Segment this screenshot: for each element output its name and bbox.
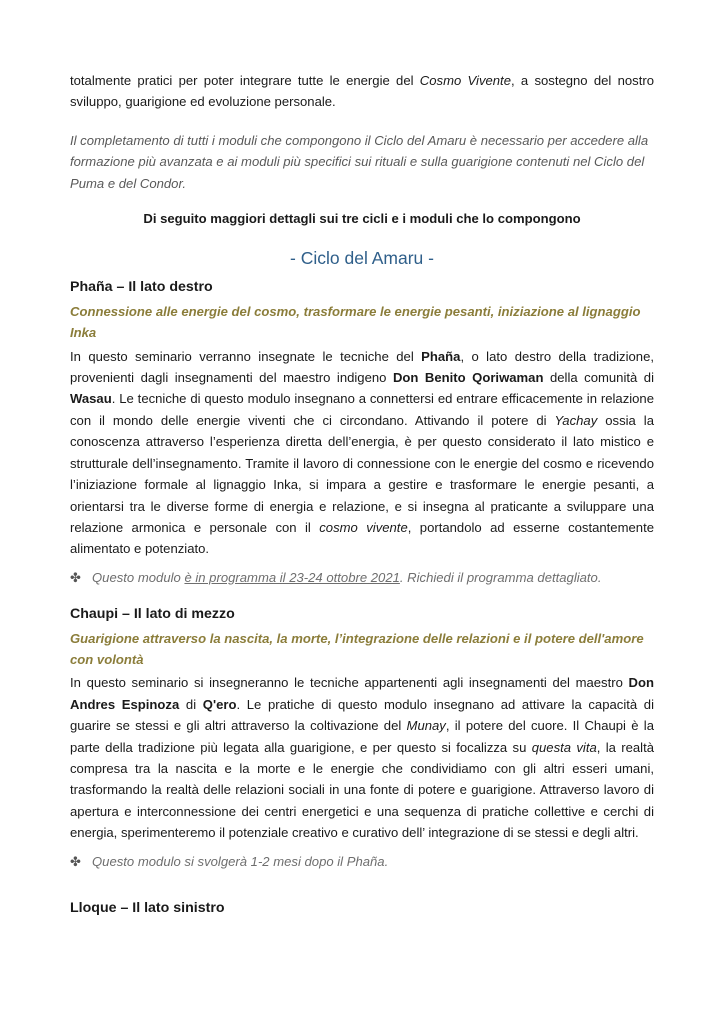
intro-paragraph: totalmente pratici per poter integrare tutte le energie del Cosmo Vivente, a sostegno del nostro sviluppo, guarigione ed evoluzione personale. — [70, 73, 654, 110]
module-body-phana: In questo seminario verranno insegnate le tecniche del Phaña, o lato destro della tradizione, provenienti dagli insegnamenti del maestro indigeno Don Benito Qoriwaman della comunità di Wasau. Le tecniche di questo modulo insegnano a connettersi ed entrare efficacemente in relazione con il mondo delle energie viventi che ci circondano. Attivando il potere di Yachay ossia la conoscenza attraverso l’esperienza diretta dell’energia, è per questo considerato il lato mistico e strutturale dell’insegnamento. Tramite il lavoro di connessione con le energie del cosmo e ricevendo l’iniziazione formale al lignaggio Inka, si impara a gestire e trasformare le energie pesanti, a orientarsi tra le diverse forme di energia e relazione, e si insegna al praticante a sviluppare una relazione armonica e personale con il cosmo vivente, portandolo ad esserne costantemente alimentato e potenziato. — [70, 348, 654, 557]
cosmo-vivente-emphasis: Cosmo Vivente — [419, 73, 511, 88]
module-subtitle-chaupi: Guarigione attraverso la nascita, la morte, l’integrazione delle relazioni e il potere dell'amore con volontà — [70, 630, 644, 667]
module-note-chaupi: ✤ Questo modulo si svolgerà 1-2 mesi dopo il Phaña. — [70, 851, 654, 872]
details-heading: Di seguito maggiori dettagli sui tre cicli e i moduli che lo compongono — [143, 211, 581, 227]
module-note-phana: ✤ Questo modulo è in programma il 23-24 ottobre 2021. Richiedi il programma dettagliato. — [70, 567, 654, 588]
module-title-chaupi: Chaupi – Il lato di mezzo — [70, 606, 235, 623]
bullet-icon: ✤ — [70, 853, 81, 869]
module-subtitle-phana: Connessione alle energie del cosmo, trasformare le energie pesanti, iniziazione al lignaggio Inka — [70, 303, 641, 341]
completion-note: Il completamento di tutti i moduli che compongono il Ciclo del Amaru è necessario per accedere alla formazione più avanzata e ai moduli più specifici sui rituali e sulla guarigione contenuti nel Ciclo del Puma e del Condor. — [70, 132, 649, 191]
module-title-lloque: Lloque – Il lato sinistro — [70, 900, 225, 916]
module-body-chaupi: In questo seminario si insegneranno le tecniche appartenenti agli insegnamenti del maestro Don Andres Espinoza di Q'ero. Le pratiche di questo modulo insegnano ad attivare la capacità di guarire se stessi e gli altri attraverso la coltivazione del Munay, il potere del cuore. Il Chaupi è la parte della tradizione più legata alla guarigione, e per questo si focalizza su questa vita, la realtà compresa tra la nascita e la morte e le energie che condividiamo con gli altri esseri umani, trasformando la realtà delle relazioni sociali in una fonte di potere e guarigione. Attraverso lavoro di apertura e interconnessione dei centri energetici e una sequenza di pratiche collettive e cerchi di energia, sperimenteremo il potenziale creativo e curativo dell’ integrazione di se stessi e degli altri. — [70, 675, 655, 841]
schedule-link[interactable]: è in programma il 23-24 ottobre 2021 — [184, 569, 400, 585]
module-title-phana: Phaña – Il lato destro — [70, 279, 213, 296]
document-page — [70, 70, 654, 921]
bullet-icon: ✤ — [70, 569, 81, 585]
cycle-title: - Ciclo del Amaru - — [290, 248, 434, 269]
